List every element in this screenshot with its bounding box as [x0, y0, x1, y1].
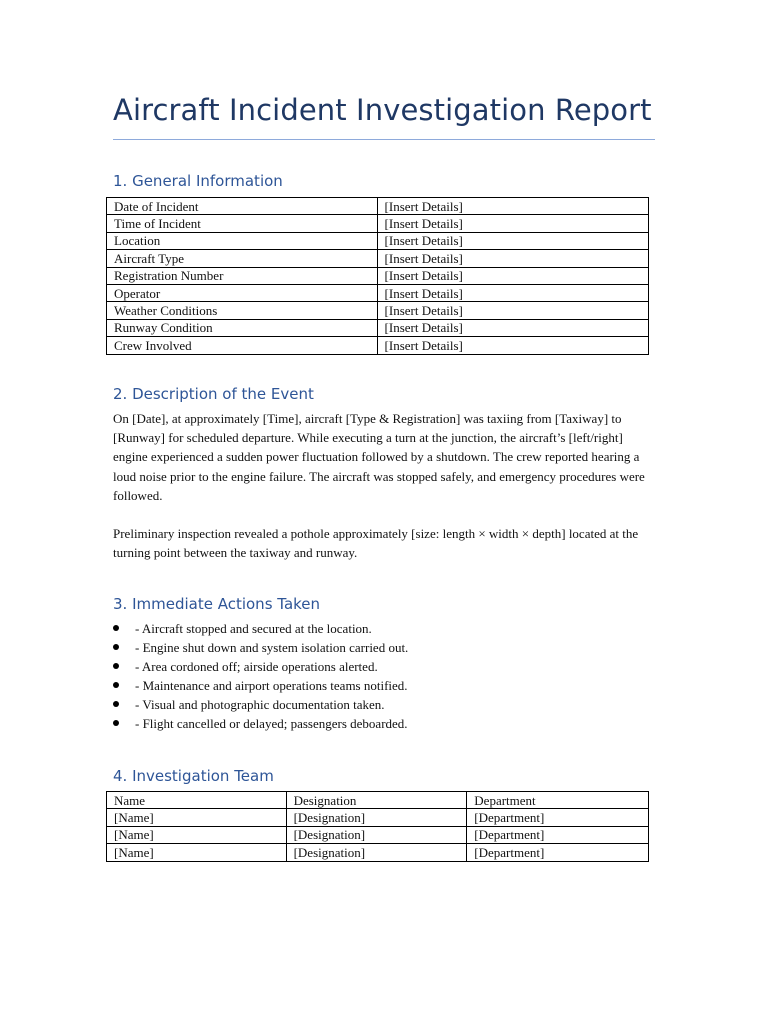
bullet-icon [113, 720, 119, 726]
table-cell: [Department] [467, 844, 649, 861]
table-row [107, 844, 649, 861]
investigation-team-table [106, 791, 649, 862]
table-cell: [Designation] [286, 826, 467, 843]
table-row [107, 232, 649, 249]
field-label: Time of Incident [107, 215, 378, 232]
column-header: Designation [286, 792, 467, 809]
table-row [107, 809, 649, 826]
table-row [107, 198, 649, 215]
list-item-text: - Visual and photographic documentation taken. [135, 697, 385, 712]
field-label: Location [107, 232, 378, 249]
event-description-heading: 2. Description of the Event [113, 385, 314, 403]
table-cell: [Department] [467, 809, 649, 826]
table-row [107, 284, 649, 301]
table-cell: [Designation] [286, 844, 467, 861]
field-value: [Insert Details] [377, 198, 648, 215]
field-label: Date of Incident [107, 198, 378, 215]
list-item [113, 695, 408, 714]
table-header-row [107, 792, 649, 809]
title-underline [113, 139, 655, 140]
field-value: [Insert Details] [377, 319, 648, 336]
table-row [107, 826, 649, 843]
table-row [107, 215, 649, 232]
list-item-text: - Area cordoned off; airside operations alerted. [135, 659, 378, 674]
bullet-icon [113, 682, 119, 688]
field-value: [Insert Details] [377, 215, 648, 232]
table-row [107, 250, 649, 267]
list-item [113, 714, 408, 733]
list-item-text: - Aircraft stopped and secured at the location. [135, 621, 372, 636]
table-row [107, 337, 649, 354]
inspection-paragraph: Preliminary inspection revealed a pothole approximately [size: length × width × depth] located at the turning point between the taxiway and runway. [113, 526, 639, 561]
table-row [107, 302, 649, 319]
table-cell: [Designation] [286, 809, 467, 826]
column-header: Name [107, 792, 287, 809]
list-item [113, 619, 408, 638]
general-information-table [106, 197, 649, 355]
field-value: [Insert Details] [377, 250, 648, 267]
bullet-icon [113, 701, 119, 707]
investigation-team-heading: 4. Investigation Team [113, 767, 274, 785]
column-header: Department [467, 792, 649, 809]
list-item [113, 638, 408, 657]
general-information-heading: 1. General Information [113, 172, 283, 190]
field-value: [Insert Details] [377, 267, 648, 284]
table-cell: [Name] [107, 826, 287, 843]
page-title: Aircraft Incident Investigation Report [113, 93, 652, 127]
bullet-icon [113, 644, 119, 650]
event-description-paragraph: On [Date], at approximately [Time], aircraft [Type & Registration] was taxiing from [Taxiway] to [Runway] for scheduled departure. While executing a turn at the junction, the aircraft’s [left/right] engine experienced a sudden power fluctuation followed by a shutdown. The crew reported hearing a loud noise prior to the engine failure. The aircraft was stopped safely, and emergency procedures were followed. [113, 411, 645, 503]
list-item-text: - Engine shut down and system isolation carried out. [135, 640, 409, 655]
field-label: Weather Conditions [107, 302, 378, 319]
field-value: [Insert Details] [377, 337, 648, 354]
table-row [107, 319, 649, 336]
table-cell: [Name] [107, 809, 287, 826]
field-label: Aircraft Type [107, 250, 378, 267]
bullet-icon [113, 625, 119, 631]
immediate-actions-list [113, 619, 408, 733]
field-label: Runway Condition [107, 319, 378, 336]
list-item [113, 657, 408, 676]
list-item-text: - Maintenance and airport operations teams notified. [135, 678, 408, 693]
field-value: [Insert Details] [377, 284, 648, 301]
table-row [107, 267, 649, 284]
field-label: Registration Number [107, 267, 378, 284]
field-value: [Insert Details] [377, 232, 648, 249]
list-item [113, 676, 408, 695]
table-cell: [Department] [467, 826, 649, 843]
field-value: [Insert Details] [377, 302, 648, 319]
list-item-text: - Flight cancelled or delayed; passengers deboarded. [135, 716, 408, 731]
immediate-actions-heading: 3. Immediate Actions Taken [113, 595, 321, 613]
bullet-icon [113, 663, 119, 669]
field-label: Crew Involved [107, 337, 378, 354]
table-cell: [Name] [107, 844, 287, 861]
field-label: Operator [107, 284, 378, 301]
